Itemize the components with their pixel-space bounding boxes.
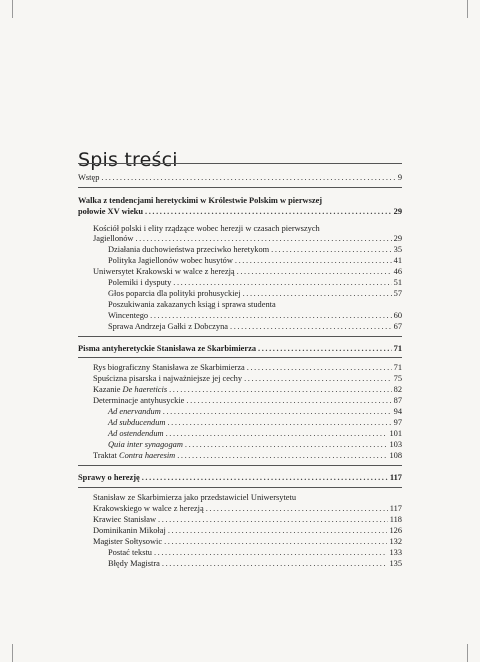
dot-leader bbox=[271, 244, 391, 255]
toc-entry-page: 118 bbox=[389, 515, 402, 524]
toc-subsection-polityka[interactable] bbox=[108, 255, 402, 266]
toc-chapter-1[interactable] bbox=[78, 206, 402, 217]
dot-leader bbox=[158, 514, 388, 525]
toc-entry-title: Ad ostendendum bbox=[108, 429, 164, 438]
toc-entry-wstep[interactable] bbox=[78, 172, 402, 183]
toc-entry-page: 87 bbox=[393, 396, 402, 405]
dot-leader bbox=[185, 439, 388, 450]
dot-leader bbox=[169, 384, 392, 395]
toc-entry-title: Uniwersytet Krakowski w walce z herezją bbox=[93, 267, 235, 276]
toc-entry-page: 97 bbox=[393, 418, 402, 427]
toc-entry-title-italic: De haereticis bbox=[122, 385, 168, 394]
dot-leader bbox=[145, 206, 392, 217]
toc-entry-title: Sprawy o herezję bbox=[78, 473, 140, 482]
dot-leader bbox=[237, 266, 392, 277]
toc-entry-page: 126 bbox=[389, 526, 402, 535]
toc-entry-title: Ad subducendum bbox=[108, 418, 166, 427]
toc-entry-page: 82 bbox=[393, 385, 402, 394]
toc-section-line1: Kościół polski i elity rządzące wobec herezji w czasach pierwszych bbox=[93, 224, 320, 233]
toc-entry-title: Spuścizna pisarska i najważniejsze jej cechy bbox=[93, 374, 243, 383]
toc-entry-page: 101 bbox=[389, 429, 402, 438]
dot-leader bbox=[150, 310, 392, 321]
toc-entry-title: Pisma antyheretyckie Stanisława ze Skarbimierza bbox=[78, 344, 257, 353]
toc-subsection-dzialania[interactable] bbox=[108, 244, 402, 255]
dot-leader bbox=[247, 362, 392, 373]
toc-section-line1: Stanisław ze Skarbimierza jako przedstawiciel Uniwersytetu bbox=[93, 493, 297, 502]
toc-section-determinacje[interactable] bbox=[93, 395, 402, 406]
toc-entry-title: Quia inter synagogam bbox=[108, 440, 183, 449]
toc-subsection-polemiki[interactable] bbox=[108, 277, 402, 288]
toc-entry-page: 117 bbox=[389, 473, 402, 482]
toc-entry-page: 117 bbox=[389, 504, 402, 513]
toc-entry-page: 9 bbox=[397, 173, 402, 182]
dot-leader bbox=[164, 536, 387, 547]
toc-subsection-ad-ostendendum[interactable] bbox=[108, 428, 402, 439]
toc-subsection-ad-subducendum[interactable] bbox=[108, 417, 402, 428]
dot-leader bbox=[163, 406, 392, 417]
dot-leader bbox=[173, 277, 391, 288]
toc-section-spuscizna[interactable] bbox=[93, 373, 402, 384]
toc-subsection-glos[interactable] bbox=[108, 288, 402, 299]
separator-line bbox=[78, 487, 402, 488]
toc-entry-page: 108 bbox=[389, 451, 402, 460]
crop-mark-bottom-left bbox=[12, 644, 13, 662]
toc-subsection-ad-enervandum[interactable] bbox=[108, 406, 402, 417]
toc-entry-title: połowie XV wieku bbox=[78, 207, 143, 216]
toc-subsection-postac[interactable] bbox=[108, 547, 402, 558]
dot-leader bbox=[167, 417, 391, 428]
dot-leader bbox=[243, 288, 392, 299]
toc-entry-title: Wincentego bbox=[108, 311, 149, 320]
dot-leader bbox=[142, 472, 388, 483]
dot-leader bbox=[162, 558, 388, 569]
toc-section-magister[interactable] bbox=[93, 536, 402, 547]
toc-entry-page: 46 bbox=[393, 267, 402, 276]
separator-line bbox=[78, 357, 402, 358]
dot-leader bbox=[258, 343, 392, 354]
crop-mark-top-left bbox=[12, 0, 13, 18]
dot-leader bbox=[101, 172, 395, 183]
toc-entry-page: 71 bbox=[393, 363, 402, 372]
toc-entry-title: Rys biograficzny Stanisława ze Skarbimierza bbox=[93, 363, 245, 372]
separator-line bbox=[78, 336, 402, 337]
toc-entry-page: 67 bbox=[393, 322, 402, 331]
crop-mark-top-right bbox=[467, 0, 468, 18]
toc-entry-page: 75 bbox=[393, 374, 402, 383]
dot-leader bbox=[135, 233, 391, 244]
toc-entry-title: Krakowskiego w walce z herezją bbox=[93, 504, 204, 513]
toc-entry-title: Magister Sołtysowic bbox=[93, 537, 163, 546]
dot-leader bbox=[177, 450, 387, 461]
toc-chapter-1-line1: Walka z tendencjami heretyckimi w Królestwie Polskim w pierwszej bbox=[78, 196, 323, 205]
toc-subsection-galka[interactable] bbox=[108, 321, 402, 332]
toc-section-dominikanin[interactable] bbox=[93, 525, 402, 536]
dot-leader bbox=[235, 255, 392, 266]
toc-section-stanislaw[interactable] bbox=[78, 503, 402, 514]
toc-entry-title: Ad enervandum bbox=[108, 407, 161, 416]
toc-entry-title-roman: Kazanie bbox=[93, 385, 121, 394]
toc-entry-title: Postać tekstu bbox=[108, 548, 152, 557]
toc-entry-title: Głos poparcia dla polityki prohusyckiej bbox=[108, 289, 241, 298]
toc-entry-title: Jagiellonów bbox=[93, 234, 134, 243]
toc-entry-page: 29 bbox=[393, 207, 402, 216]
page-title: Spis treści bbox=[78, 148, 178, 171]
toc-entry-page: 94 bbox=[393, 407, 402, 416]
toc-subsection-wincentego[interactable] bbox=[108, 310, 402, 321]
toc-entry-page: 29 bbox=[393, 234, 402, 243]
toc-subsection-bledy[interactable] bbox=[108, 558, 402, 569]
toc-chapter-2[interactable] bbox=[78, 343, 402, 354]
toc-entry-page: 60 bbox=[393, 311, 402, 320]
dot-leader bbox=[244, 373, 392, 384]
crop-mark-bottom-right bbox=[467, 644, 468, 662]
dot-leader bbox=[166, 428, 388, 439]
separator-line bbox=[78, 163, 402, 164]
toc-entry-page: 51 bbox=[393, 278, 402, 287]
dot-leader bbox=[206, 503, 388, 514]
toc-entry-title-roman: Traktat bbox=[93, 451, 117, 460]
toc-entry-title-italic: Contra haeresim bbox=[118, 451, 176, 460]
toc-section-kazanie[interactable] bbox=[93, 384, 402, 395]
toc-entry-page: 71 bbox=[393, 344, 402, 353]
toc-entry-title: Dominikanin Mikołaj bbox=[93, 526, 166, 535]
toc-entry-title: Działania duchowieństwa przeciwko heretykom bbox=[108, 245, 270, 254]
toc-entry-page: 103 bbox=[389, 440, 402, 449]
toc-section-jagiellonow[interactable] bbox=[78, 233, 402, 244]
toc-entry-title: Polityka Jagiellonów wobec husytów bbox=[108, 256, 233, 265]
toc-entry-title: Wstęp bbox=[78, 173, 100, 182]
toc-entry-page: 135 bbox=[389, 559, 402, 568]
toc-entry-title: Determinacje antyhusyckie bbox=[93, 396, 185, 405]
toc-entry-title: Błędy Magistra bbox=[108, 559, 160, 568]
separator-line bbox=[78, 465, 402, 466]
toc-entry-title: Sprawa Andrzeja Gałki z Dobczyna bbox=[108, 322, 228, 331]
toc-section-rys[interactable] bbox=[93, 362, 402, 373]
toc-section-krawiec[interactable] bbox=[93, 514, 402, 525]
toc-entry-title: Polemiki i dysputy bbox=[108, 278, 172, 287]
toc-section-traktat[interactable] bbox=[93, 450, 402, 461]
toc-entry-page: 41 bbox=[393, 256, 402, 265]
toc-entry-page: 132 bbox=[389, 537, 402, 546]
toc-section-uniwersytet[interactable] bbox=[93, 266, 402, 277]
dot-leader bbox=[186, 395, 391, 406]
dot-leader bbox=[230, 321, 392, 332]
separator-line bbox=[78, 187, 402, 188]
toc-entry-page: 35 bbox=[393, 245, 402, 254]
dot-leader bbox=[168, 525, 388, 536]
toc-subsection-quia-inter-synagogam[interactable] bbox=[108, 439, 402, 450]
toc-chapter-3[interactable] bbox=[78, 472, 402, 483]
toc-entry-page: 57 bbox=[393, 289, 402, 298]
toc-entry-page: 133 bbox=[389, 548, 402, 557]
toc-entry-title: Krawiec Stanisław bbox=[93, 515, 157, 524]
toc-subsection-line1: Poszukiwania zakazanych ksiąg i sprawa studenta bbox=[108, 300, 276, 309]
dot-leader bbox=[154, 547, 387, 558]
toc-entry-title bbox=[93, 384, 169, 395]
toc-entry-title bbox=[93, 450, 177, 461]
